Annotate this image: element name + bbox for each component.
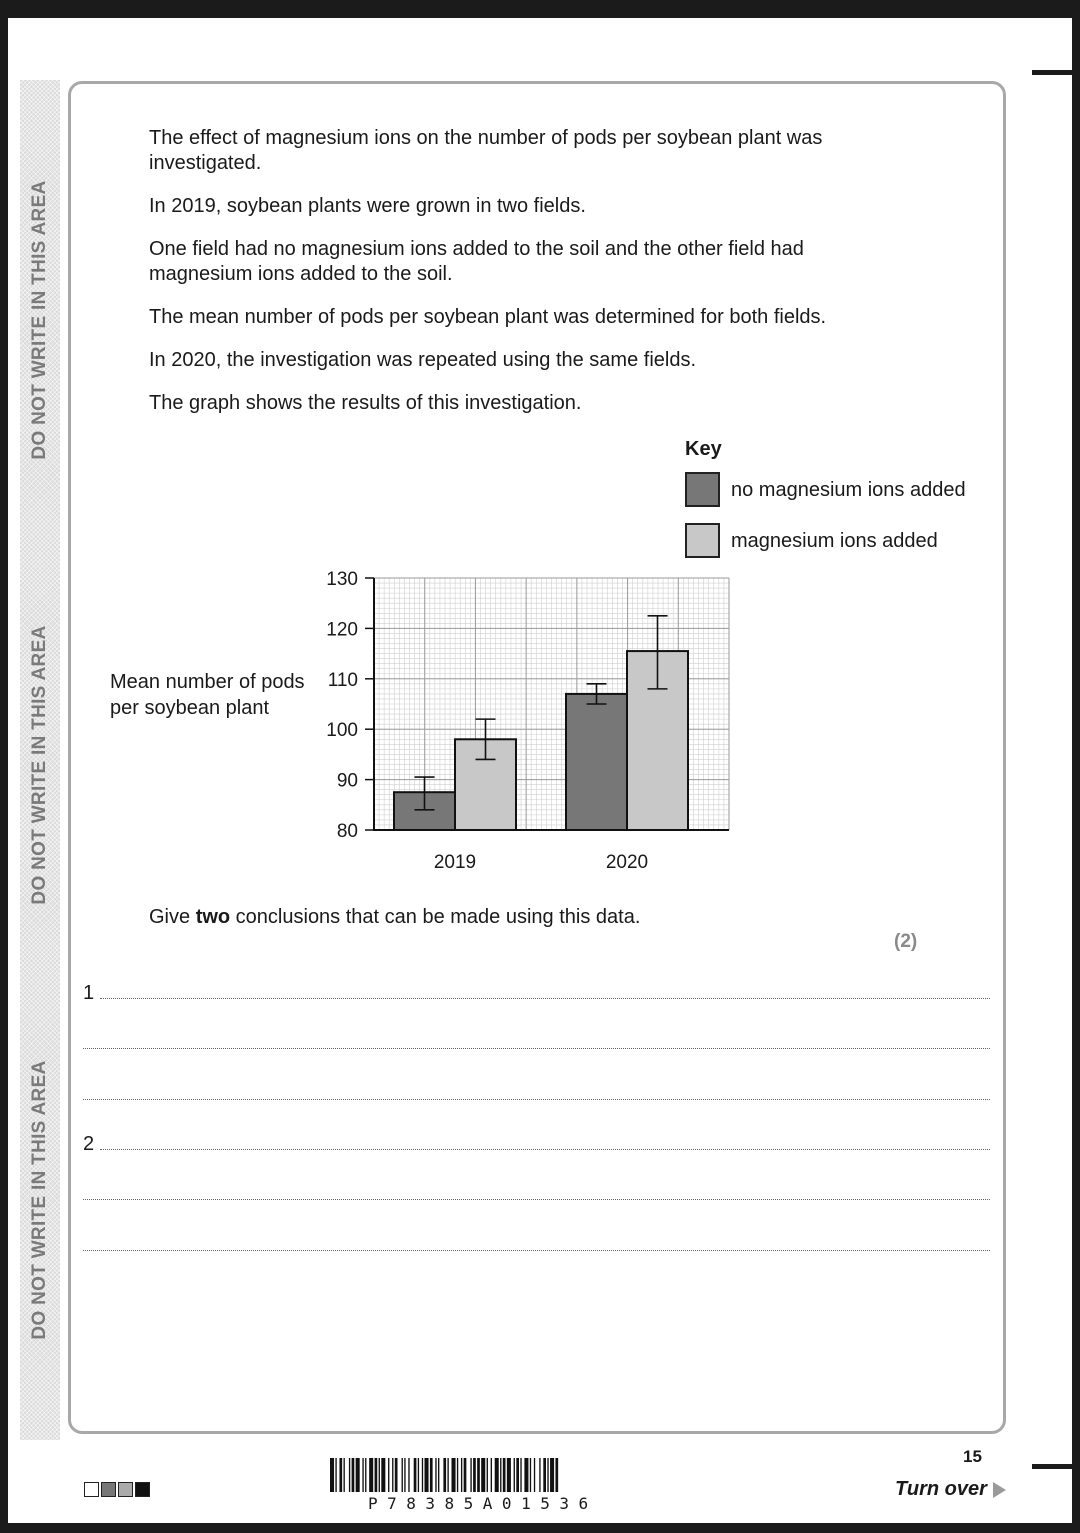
barcode	[330, 1458, 748, 1494]
paragraph-2020: In 2020, the investigation was repeated using the same fields.	[149, 349, 697, 371]
barcode-bar	[524, 1458, 528, 1492]
barcode-bar	[435, 1458, 436, 1492]
question-prompt	[149, 905, 869, 930]
barcode-bar	[470, 1458, 471, 1492]
barcode-bar	[392, 1458, 393, 1492]
question-post: conclusions that can be made using this data.	[230, 906, 641, 928]
barcode-bar	[457, 1458, 458, 1492]
page-number: 15	[963, 1447, 982, 1466]
barcode-bar	[402, 1458, 403, 1492]
grey-scale-boxes	[84, 1482, 152, 1502]
key-label-no-magnesium: no magnesium ions added	[731, 479, 966, 501]
barcode-bar	[539, 1458, 540, 1492]
scale-box	[101, 1482, 116, 1497]
barcode-bar	[388, 1458, 389, 1492]
y-tick-label: 80	[336, 821, 358, 842]
barcode-bar	[443, 1458, 446, 1492]
paragraph-graph: The graph shows the results of this investigation.	[149, 392, 582, 414]
y-axis-label: Mean number of pods per soybean plant	[110, 671, 305, 719]
barcode-bar	[495, 1458, 499, 1492]
turn-over-label: Turn over	[895, 1478, 987, 1500]
barcode-bar	[452, 1458, 456, 1492]
intro-paragraph: The effect of magnesium ions on the number of pods per soybean plant was investigated.	[149, 127, 823, 174]
y-tick-label: 100	[326, 720, 358, 742]
answer-line[interactable]	[83, 1250, 990, 1251]
do-not-write-warning: DO NOT WRITE IN THIS AREA	[29, 625, 50, 905]
answer-line[interactable]	[100, 1149, 990, 1150]
barcode-bar	[507, 1458, 511, 1492]
y-tick-label: 90	[336, 770, 358, 792]
barcode-bar	[425, 1458, 429, 1492]
barcode-bar	[356, 1458, 360, 1492]
corner-mark	[1032, 70, 1080, 75]
corner-mark	[1032, 1464, 1080, 1469]
barcode-bar	[404, 1458, 405, 1492]
paragraph-mean: The mean number of pods per soybean plant was determined for both fields.	[149, 306, 827, 328]
barcode-bar	[520, 1458, 521, 1492]
barcode-bar	[349, 1458, 350, 1492]
y-tick-label: 120	[326, 619, 358, 641]
turn-over-arrow-icon	[993, 1482, 1006, 1498]
barcode-bar	[487, 1458, 488, 1492]
barcode-bar	[408, 1458, 409, 1492]
barcode-bar	[369, 1458, 373, 1492]
barcode-bar	[530, 1458, 531, 1492]
barcode-bar	[543, 1458, 546, 1492]
barcode-bar	[555, 1458, 558, 1492]
barcode-bar	[352, 1458, 355, 1492]
barcode-bar	[362, 1458, 363, 1492]
barcode-bar	[381, 1458, 385, 1492]
barcode-bar	[477, 1458, 480, 1492]
barcode-bar	[438, 1458, 439, 1492]
do-not-write-warning: DO NOT WRITE IN THIS AREA	[29, 1060, 50, 1340]
answer-line[interactable]	[100, 998, 990, 999]
scale-box	[84, 1482, 99, 1497]
barcode-bar	[330, 1458, 334, 1492]
marks-available: (2)	[894, 931, 918, 952]
barcode-bar	[414, 1458, 417, 1492]
barcode-bar	[534, 1458, 535, 1492]
scale-box	[118, 1482, 133, 1497]
barcode-bar	[461, 1458, 462, 1492]
barcode-bar	[491, 1458, 492, 1492]
barcode-bar	[344, 1458, 345, 1492]
answer-number-2: 2	[83, 1133, 95, 1155]
barcode-text: P78385A01536	[368, 1494, 598, 1513]
barcode-bar	[547, 1458, 548, 1492]
barcode-bar	[464, 1458, 467, 1492]
question-pre: Give	[149, 906, 196, 928]
barcode-bar	[516, 1458, 519, 1492]
barcode-bar	[422, 1458, 423, 1492]
barcode-bar	[339, 1458, 342, 1492]
do-not-write-warning: DO NOT WRITE IN THIS AREA	[29, 180, 50, 460]
x-tick-label: 2019	[433, 852, 477, 873]
barcode-bar	[514, 1458, 515, 1492]
barcode-bar	[550, 1458, 554, 1492]
barcode-bar	[473, 1458, 476, 1492]
barcode-bar	[375, 1458, 378, 1492]
key-title: Key	[685, 438, 722, 460]
scale-box	[135, 1482, 150, 1497]
y-tick-label: 130	[326, 569, 358, 590]
barcode-bar	[503, 1458, 506, 1492]
barcode-bar	[379, 1458, 380, 1492]
barcode-bar	[418, 1458, 419, 1492]
answer-line[interactable]	[83, 1099, 990, 1100]
question-bold: two	[195, 906, 231, 928]
barcode-bar	[335, 1458, 336, 1492]
answer-number-1: 1	[83, 982, 95, 1004]
paragraph-fields: One field had no magnesium ions added to the soil and the other field had magnesium ions added to the soil.	[149, 238, 804, 285]
barcode-bar	[430, 1458, 433, 1492]
answer-line[interactable]	[83, 1199, 990, 1200]
x-tick-label: 2020	[605, 852, 649, 873]
barcode-bar	[500, 1458, 501, 1492]
answer-line[interactable]	[83, 1048, 990, 1049]
barcode-bar	[481, 1458, 485, 1492]
key-label-magnesium: magnesium ions added	[731, 530, 938, 552]
barcode-bar	[447, 1458, 448, 1492]
paragraph-2019: In 2019, soybean plants were grown in two fields.	[149, 195, 586, 217]
barcode-bar	[395, 1458, 398, 1492]
barcode-bar	[365, 1458, 366, 1492]
y-tick-label: 110	[327, 669, 358, 691]
bar	[566, 694, 627, 830]
